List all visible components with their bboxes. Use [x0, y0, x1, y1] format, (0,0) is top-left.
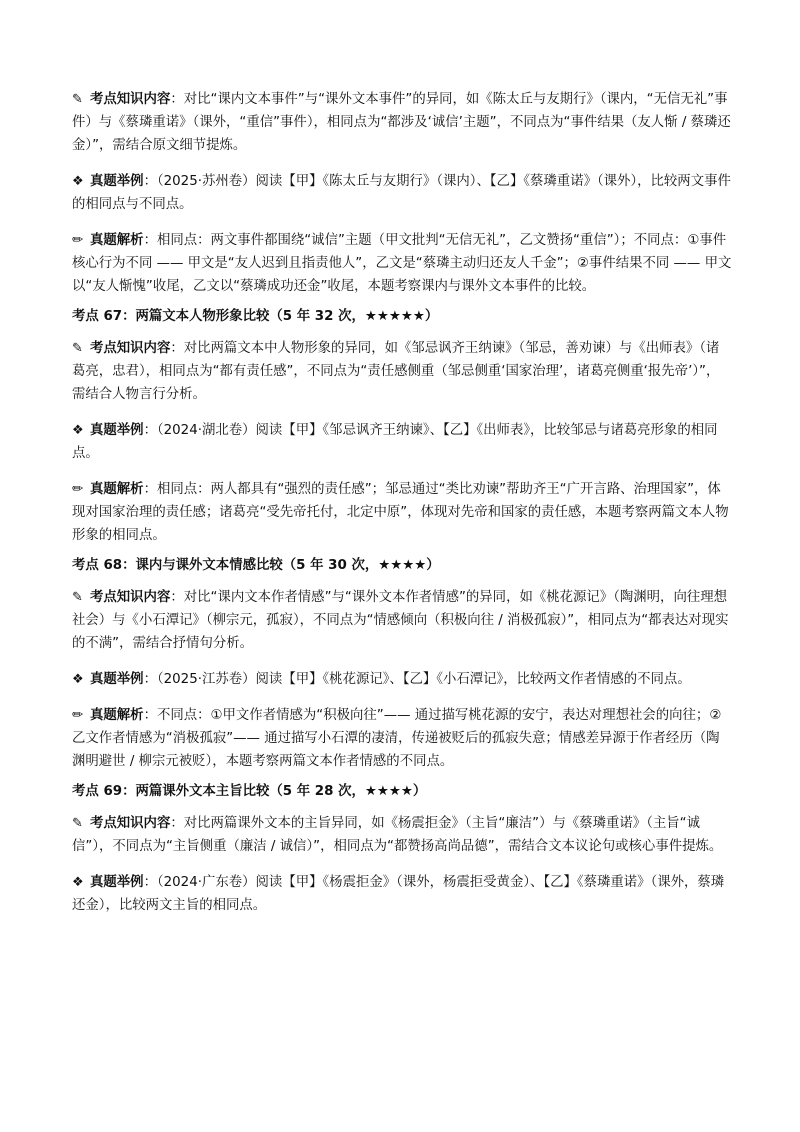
section-heading: 考点 68：课内与课外文本情感比较（5 年 30 次，★★★★） — [72, 558, 440, 573]
knowledge-label: 考点知识内容 — [90, 341, 171, 356]
knowledge-label: 考点知识内容 — [90, 816, 171, 831]
knowledge-paragraph — [72, 812, 732, 858]
pencil-icon: ✎ — [72, 590, 83, 605]
pencil-icon: ✏ — [72, 233, 84, 248]
diamond-icon: ❖ — [72, 672, 84, 687]
diamond-icon: ❖ — [72, 174, 84, 189]
example-paragraph — [72, 871, 732, 917]
analysis-paragraph — [72, 229, 732, 298]
pencil-icon: ✎ — [72, 92, 83, 107]
analysis-text: ：相同点：两人都具有“强烈的责任感”；邹忌通过“类比劝谏”帮助齐王“广开言路、治理国家”，体现对国家治理的责任感；诸葛亮“受先帝托付，北定中原”，体现对先帝和国家的责任感，本题考察两篇文本人物形象的相同点。 — [72, 482, 729, 543]
pencil-icon: ✎ — [72, 816, 83, 831]
example-paragraph — [72, 419, 732, 465]
section-heading: 考点 69：两篇课外文本主旨比较（5 年 28 次，★★★★） — [72, 784, 427, 799]
knowledge-text: ：对比两篇文本中人物形象的异同，如《邹忌讽齐王纳谏》（邹忌，善劝谏）与《出师表》（诸葛亮，忠君），相同点为“都有责任感”，不同点为“责任感侧重（邹忌侧重‘国家治理’，诸葛亮侧重‘报先帝’）”，需结合人物言行分析。 — [72, 341, 720, 402]
analysis-label: 真题解析 — [90, 708, 144, 723]
analysis-paragraph — [72, 478, 732, 547]
diamond-icon: ❖ — [72, 875, 84, 890]
example-text: ：（2025·苏州卷）阅读【甲】《陈太丘与友期行》（课内）、【乙】《蔡璘重诺》（课外），比较两文事件的相同点与不同点。 — [72, 174, 731, 212]
pencil-icon: ✏ — [72, 708, 84, 723]
analysis-text: ：相同点：两文事件都围绕“诚信”主题（甲文批判“无信无礼”，乙文赞扬“重信”）；不同点：①事件核心行为不同 —— 甲文是“友人迟到且指责他人”，乙文是“蔡璘主动归还友人千金”；②事件结果不同 —— 甲文以“友人惭愧”收尾，乙文以“蔡璘成功还金”收尾，本题考察课内与课外文本事件的比较。 — [72, 233, 732, 294]
example-label: 真题举例 — [90, 672, 144, 687]
knowledge-paragraph — [72, 337, 732, 406]
pencil-icon: ✏ — [72, 482, 84, 497]
knowledge-paragraph — [72, 586, 732, 655]
analysis-text: ：不同点：①甲文作者情感为“积极向往”—— 通过描写桃花源的安宁，表达对理想社会的向往；②乙文作者情感为“消极孤寂”—— 通过描写小石潭的凄清，传递被贬后的孤寂失意；情感差异源于作者经历（陶渊明避世 / 柳宗元被贬），本题考察两篇文本作者情感的不同点。 — [72, 708, 722, 769]
example-text: ：（2024·湖北卷）阅读【甲】《邹忌讽齐王纳谏》、【乙】《出师表》，比较邹忌与诸葛亮形象的相同点。 — [72, 423, 718, 461]
knowledge-text: ：对比“课内文本事件”与“课外文本事件”的异同，如《陈太丘与友期行》（课内，“无信无礼”事件）与《蔡璘重诺》（课外，“重信”事件），相同点为“都涉及‘诚信’主题”，不同点为“事件结果（友人惭 / 蔡璘还金）”，需结合原文细节提炼。 — [72, 92, 731, 153]
analysis-label: 真题解析 — [90, 482, 144, 497]
knowledge-text: ：对比“课内文本作者情感”与“课外文本作者情感”的异同，如《桃花源记》（陶渊明，向往理想社会）与《小石潭记》（柳宗元，孤寂），不同点为“情感倾向（积极向往 / 消极孤寂）”，相同点为“都表达对现实的不满”，需结合抒情句分析。 — [72, 590, 729, 651]
example-paragraph — [72, 170, 732, 216]
example-paragraph — [72, 668, 732, 691]
diamond-icon: ❖ — [72, 423, 84, 438]
analysis-label: 真题解析 — [90, 233, 144, 248]
section-heading: 考点 67：两篇文本人物形象比较（5 年 32 次，★★★★★） — [72, 309, 439, 324]
example-label: 真题举例 — [90, 423, 144, 438]
pencil-icon: ✎ — [72, 341, 83, 356]
example-label: 真题举例 — [90, 875, 144, 890]
analysis-paragraph — [72, 704, 732, 773]
knowledge-paragraph — [72, 88, 732, 157]
knowledge-label: 考点知识内容 — [90, 590, 171, 605]
example-label: 真题举例 — [90, 174, 144, 189]
example-text: ：（2025·江苏卷）阅读【甲】《桃花源记》、【乙】《小石潭记》，比较两文作者情感的不同点。 — [143, 672, 691, 687]
example-text: ：（2024·广东卷）阅读【甲】《杨震拒金》（课外，杨震拒受黄金）、【乙】《蔡璘重诺》（课外，蔡璘还金），比较两文主旨的相同点。 — [72, 875, 725, 913]
knowledge-label: 考点知识内容 — [90, 92, 171, 107]
document-page — [72, 88, 732, 930]
knowledge-text: ：对比两篇课外文本的主旨异同，如《杨震拒金》（主旨“廉洁”）与《蔡璘重诺》（主旨“诚信”），不同点为“主旨侧重（廉洁 / 诚信）”，相同点为“都赞扬高尚品德”，需结合文本议论句或核心事件提炼。 — [72, 816, 723, 854]
